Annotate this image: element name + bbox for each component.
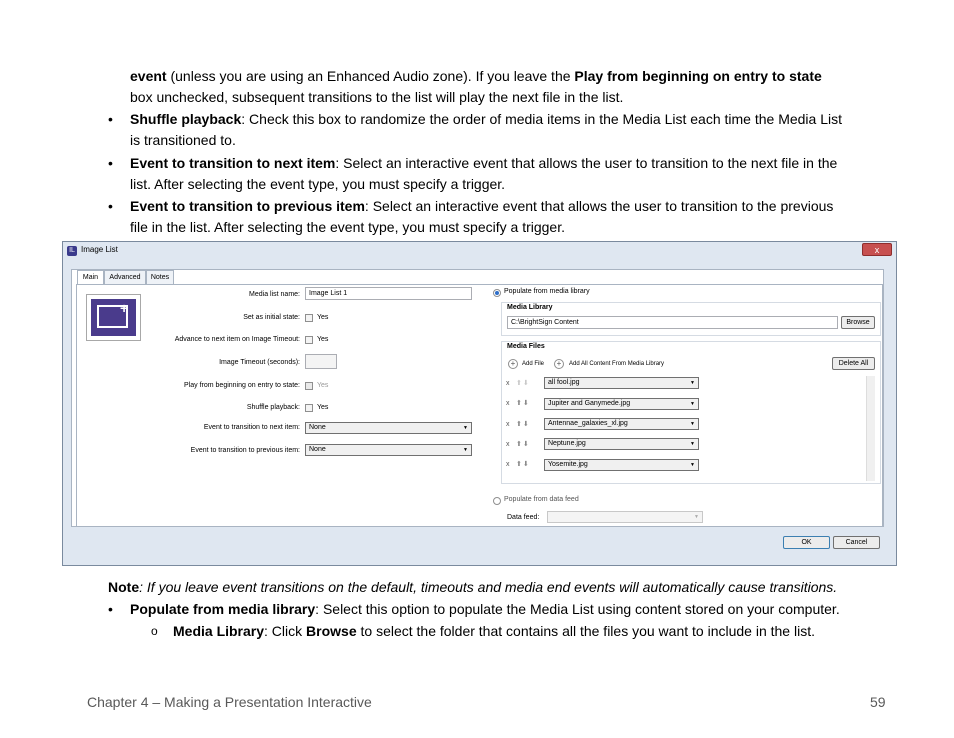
bullet-glyph: •: [108, 601, 113, 617]
dropdown-arrow-icon: ▼: [694, 514, 699, 520]
bold-term: Browse: [306, 623, 357, 639]
bullet-glyph: •: [108, 198, 113, 214]
remove-file-icon[interactable]: x: [506, 421, 510, 428]
bullet-shuffle-cont: is transitioned to.: [130, 132, 236, 148]
text: to select the folder that contains all the files you want to include in the list.: [356, 623, 815, 639]
reorder-arrows-icon[interactable]: ⬆⬇: [516, 380, 530, 387]
add-file-icon[interactable]: +: [508, 359, 518, 369]
bold-term: event: [130, 68, 167, 84]
bullet-glyph: •: [108, 155, 113, 171]
dropdown-arrow-icon: ▼: [690, 441, 695, 447]
populate-library-label: Populate from media library: [504, 288, 590, 295]
dialog-titlebar: [63, 242, 896, 260]
checkbox-yes-label: Yes: [317, 314, 329, 321]
select-value: all fool.jpg: [548, 379, 580, 386]
shuffle-playback-checkbox[interactable]: [305, 404, 313, 412]
delete-all-button[interactable]: Delete All: [832, 357, 875, 370]
dropdown-arrow-icon: ▼: [463, 447, 468, 453]
italic-text: : If you leave event transitions on the default, timeouts and media end events will automatically cause transitions.: [139, 579, 838, 595]
tab-main[interactable]: Main: [77, 270, 104, 285]
dropdown-arrow-icon: ▼: [463, 425, 468, 431]
media-file-select-3[interactable]: [544, 418, 699, 430]
paragraph-line: box unchecked, subsequent transitions to the list will play the next file in the list.: [130, 89, 624, 105]
reorder-arrows-icon[interactable]: ⬆⬇: [516, 441, 530, 448]
dialog-title: Image List: [81, 245, 118, 254]
select-value: Yosemite.jpg: [548, 461, 588, 468]
select-value: Jupiter and Ganymede.jpg: [548, 400, 631, 407]
text: : Select an interactive event that allows the user to transition to the next file in the: [335, 155, 838, 171]
bold-term: Note: [108, 579, 140, 595]
media-file-select-5[interactable]: [544, 459, 699, 471]
bullet-glyph: •: [108, 111, 113, 127]
checkbox-yes-label: Yes: [317, 336, 329, 343]
populate-feed-label: Populate from data feed: [504, 496, 579, 503]
initial-state-label: Set as initial state:: [243, 314, 300, 321]
previous-item-event-select[interactable]: [305, 444, 472, 456]
select-value: Antennae_galaxies_xl.jpg: [548, 420, 628, 427]
bold-term: Event to transition to previous item: [130, 198, 365, 214]
checkbox-yes-label: Yes: [317, 404, 329, 411]
dropdown-arrow-icon: ▼: [690, 401, 695, 407]
dropdown-arrow-icon: ▼: [690, 380, 695, 386]
text: : Check this box to randomize the order of media items in the Media List each time the Media List: [241, 111, 843, 127]
text: (unless you are using an Enhanced Audio zone). If you leave the: [166, 68, 575, 84]
next-item-event-label: Event to transition to next item:: [203, 424, 300, 431]
remove-file-icon[interactable]: x: [506, 441, 510, 448]
media-files-heading: Media Files: [507, 343, 545, 350]
shuffle-playback-label: Shuffle playback:: [246, 404, 300, 411]
media-file-select-1[interactable]: [544, 377, 699, 389]
add-all-icon[interactable]: +: [554, 359, 564, 369]
bold-term: Populate from media library: [130, 601, 316, 617]
close-button[interactable]: x: [862, 243, 892, 256]
footer-page-number: 59: [870, 694, 886, 710]
image-timeout-label: Image Timeout (seconds):: [219, 359, 300, 366]
select-value: None: [309, 424, 326, 431]
app-icon: IL: [67, 246, 77, 256]
image-list-dialog: [62, 241, 897, 566]
media-files-scrollbar[interactable]: [866, 376, 875, 481]
bullet-shuffle: [130, 109, 842, 130]
sub-bullet-media-library: [173, 621, 815, 642]
checkbox-yes-label: Yes: [317, 382, 329, 389]
bullet-next-item-cont: list. After selecting the event type, you must specify a trigger.: [130, 176, 506, 192]
media-list-name-label: Media list name:: [249, 291, 300, 298]
tab-advanced[interactable]: Advanced: [104, 270, 146, 284]
reorder-arrows-icon[interactable]: ⬆⬇: [516, 461, 530, 468]
play-from-beginning-checkbox[interactable]: [305, 382, 313, 390]
remove-file-icon[interactable]: x: [506, 400, 510, 407]
previous-item-event-label: Event to transition to previous item:: [190, 447, 300, 454]
media-list-name-input[interactable]: Image List 1: [305, 287, 472, 300]
populate-feed-radio[interactable]: [493, 497, 501, 505]
advance-timeout-label: Advance to next item on Image Timeout:: [174, 336, 300, 343]
bold-term: Event to transition to next item: [130, 155, 336, 171]
next-item-event-select[interactable]: [305, 422, 472, 434]
bullet-populate-library: [130, 599, 840, 620]
add-file-link[interactable]: Add File: [522, 361, 545, 367]
footer-chapter: Chapter 4 – Making a Presentation Interactive: [87, 694, 372, 710]
data-feed-label: Data feed:: [507, 514, 540, 521]
data-feed-select[interactable]: [547, 511, 703, 523]
advance-timeout-checkbox[interactable]: [305, 336, 313, 344]
bullet-previous-item: [130, 196, 833, 217]
image-timeout-input[interactable]: [305, 354, 337, 369]
tab-notes[interactable]: Notes: [146, 270, 174, 284]
select-value: None: [309, 446, 326, 453]
text: : Select this option to populate the Media List using content stored on your computer.: [315, 601, 840, 617]
text: : Click: [264, 623, 307, 639]
select-value: Neptune.jpg: [548, 440, 586, 447]
reorder-arrows-icon[interactable]: ⬆⬇: [516, 421, 530, 428]
play-from-beginning-label: Play from beginning on entry to state:: [184, 382, 300, 389]
bullet-previous-item-cont: file in the list. After selecting the event type, you must specify a trigger.: [130, 219, 565, 235]
media-file-select-2[interactable]: [544, 398, 699, 410]
bold-term: Shuffle playback: [130, 111, 242, 127]
media-file-select-4[interactable]: [544, 438, 699, 450]
plus-icon: +: [120, 300, 129, 316]
library-path-input[interactable]: C:\BrightSign Content: [507, 316, 838, 329]
dropdown-arrow-icon: ▼: [690, 462, 695, 468]
dropdown-arrow-icon: ▼: [690, 421, 695, 427]
bold-term: Media Library: [173, 623, 265, 639]
add-all-link[interactable]: Add All Content From Media Library: [569, 361, 665, 367]
browse-button[interactable]: Browse: [841, 316, 875, 329]
bold-term: Play from beginning on entry to state: [574, 68, 822, 84]
bullet-next-item: [130, 153, 837, 174]
cancel-button[interactable]: Cancel: [833, 536, 880, 549]
sub-bullet-glyph: o: [151, 624, 158, 638]
remove-file-icon[interactable]: x: [506, 461, 510, 468]
text: : Select an interactive event that allows the user to transition to the previous: [364, 198, 834, 214]
initial-state-checkbox[interactable]: [305, 314, 313, 322]
remove-file-icon[interactable]: x: [506, 380, 510, 387]
note-paragraph: [108, 577, 837, 598]
populate-library-radio[interactable]: [493, 289, 501, 297]
reorder-arrows-icon[interactable]: ⬆⬇: [516, 400, 530, 407]
paragraph-continuation: [130, 66, 822, 87]
ok-button[interactable]: OK: [783, 536, 830, 549]
media-library-heading: Media Library: [507, 304, 553, 311]
